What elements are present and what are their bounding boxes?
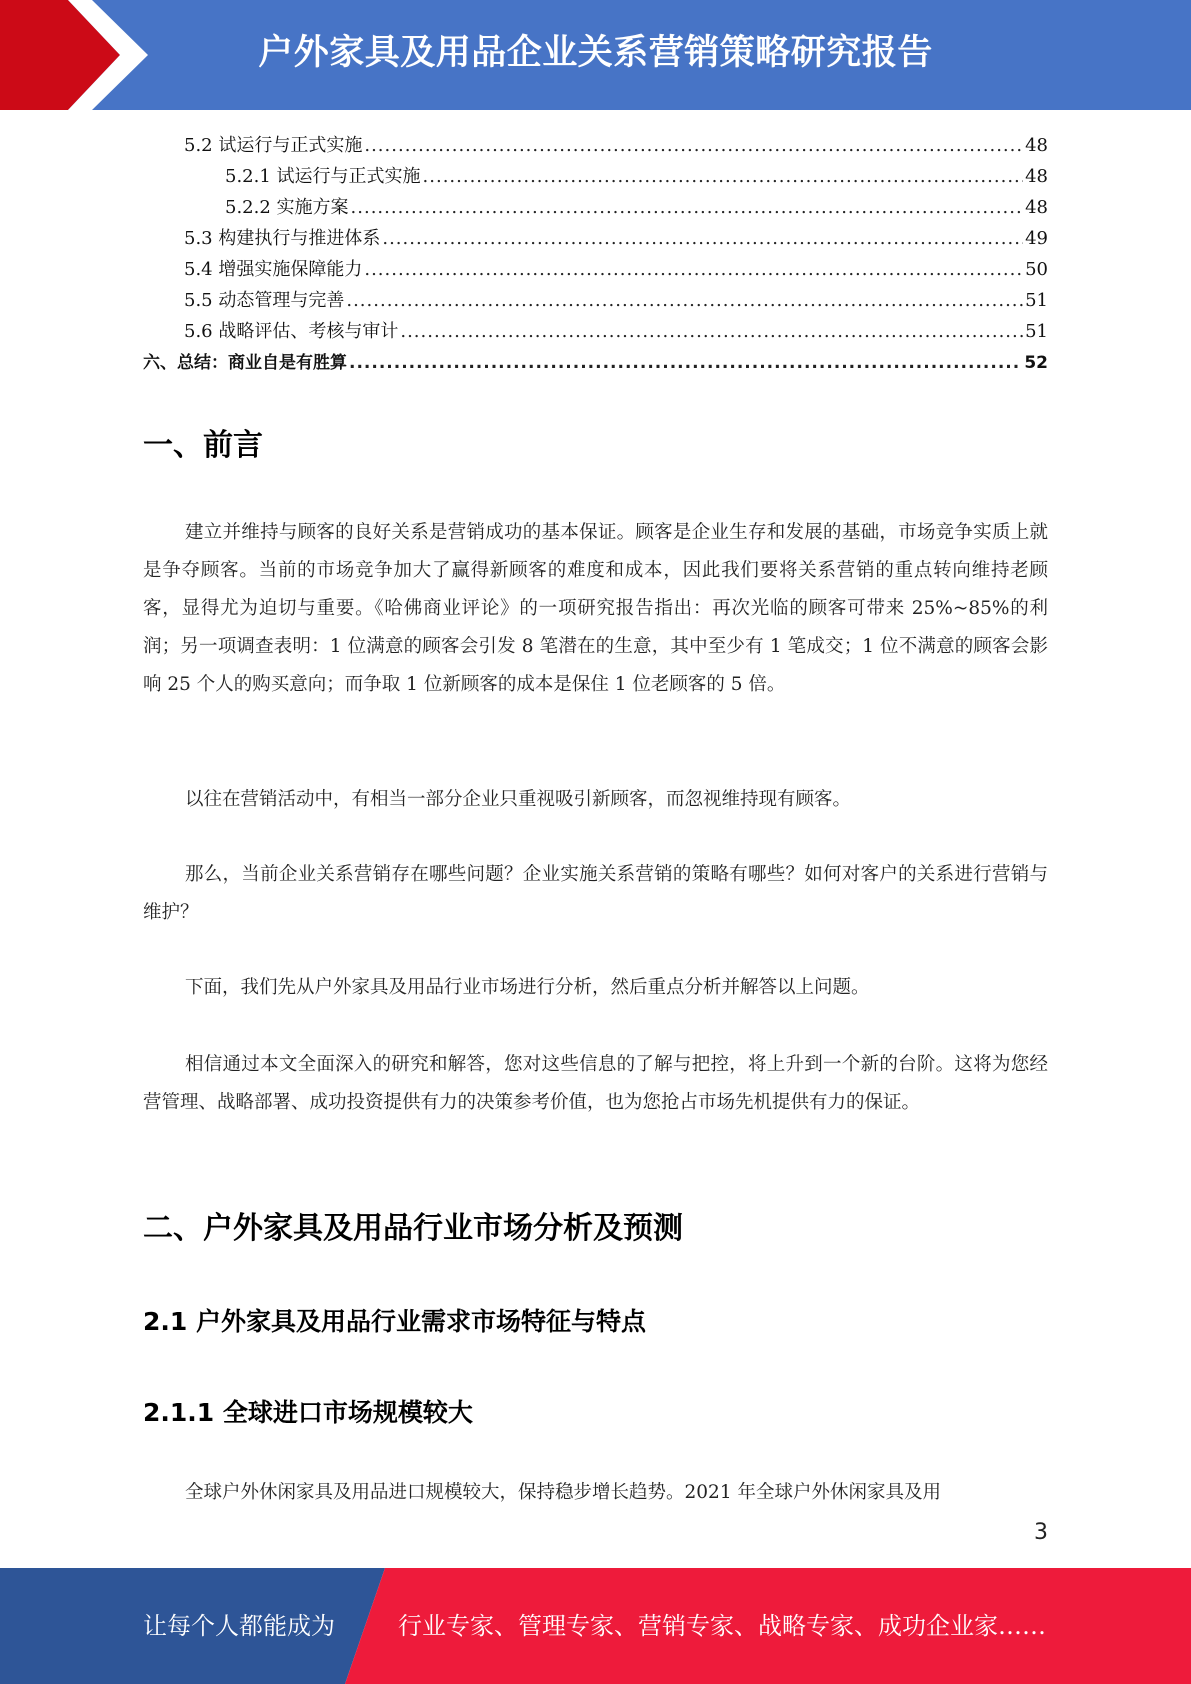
section-heading-market-analysis: 二、户外家具及用品行业市场分析及预测 <box>143 1211 683 1246</box>
toc-entry-title: 5.2.1 试运行与正式实施 <box>225 166 421 187</box>
toc-entry[interactable] <box>143 193 1048 224</box>
toc-entry-title: 5.6 战略评估、考核与审计 <box>184 321 399 342</box>
toc-dot-leader <box>382 228 1023 249</box>
toc-entry[interactable] <box>143 224 1048 255</box>
page-number: 3 <box>1034 1520 1048 1545</box>
preface-paragraph-1: 建立并维持与顾客的良好关系是营销成功的基本保证。顾客是企业生存和发展的基础，市场竞争实质上就是争夺顾客。当前的市场竞争加大了赢得新顾客的难度和成本，因此我们要将关系营销的重点转向维持老顾客，显得尤为迫切与重要。《哈佛商业评论》的一项研究报告指出：再次光临的顾客可带来 25%~85%的利润；另一项调查表明：1 位满意的顾客会引发 8 笔潜在的生意，其中至少有 1 笔成交；1 位不满意的顾客会影响 25 个人的购买意向；而争取 1 位新顾客的成本是保住 1 位老顾客的 5 倍。 <box>143 522 1048 695</box>
toc-dot-leader <box>349 353 1022 373</box>
document-title-text: 户外家具及用品企业关系营销策略研究报告 <box>258 33 933 73</box>
toc-entry-page: 50 <box>1025 259 1048 280</box>
toc-entry-page: 52 <box>1024 353 1048 373</box>
toc-dot-leader <box>364 135 1023 156</box>
subsection-heading-2-1-1: 2.1.1 全球进口市场规模较大 <box>143 1398 473 1427</box>
preface-paragraph-4: 下面，我们先从户外家具及用品行业市场进行分析，然后重点分析并解答以上问题。 <box>185 977 870 998</box>
footer-banner <box>0 1568 1191 1684</box>
footer-slogan-right: 行业专家、管理专家、营销专家、战略专家、成功企业家…… <box>398 1612 1046 1640</box>
market-paragraph: 全球户外休闲家具及用品进口规模较大，保持稳步增长趋势。2021 年全球户外休闲家具及用 <box>185 1482 941 1503</box>
toc-entry-page: 51 <box>1025 321 1048 342</box>
toc-entry-title: 六、总结：商业自是有胜算 <box>143 353 347 373</box>
subsection-heading-2-1: 2.1 户外家具及用品行业需求市场特征与特点 <box>143 1307 646 1336</box>
preface-paragraph-3: 那么，当前企业关系营销存在哪些问题？企业实施关系营销的策略有哪些？如何对客户的关系进行营销与维护？ <box>143 864 1048 923</box>
toc-entry[interactable] <box>143 348 1048 379</box>
toc-entry-page: 48 <box>1025 197 1048 218</box>
toc-entry-page: 48 <box>1025 135 1048 156</box>
header-arrow-decoration <box>0 0 160 110</box>
toc-entry-title: 5.2.2 实施方案 <box>225 197 349 218</box>
toc-entry[interactable] <box>143 286 1048 317</box>
toc-dot-leader <box>351 197 1024 218</box>
toc-entry[interactable] <box>143 317 1048 348</box>
toc-entry-page: 48 <box>1025 166 1048 187</box>
preface-paragraph-2: 以往在营销活动中，有相当一部分企业只重视吸引新顾客，而忽视维持现有顾客。 <box>185 789 852 810</box>
toc-entry-title: 5.5 动态管理与完善 <box>184 290 345 311</box>
toc-entry-title: 5.3 构建执行与推进体系 <box>184 228 381 249</box>
footer-slogan-left: 让每个人都能成为 <box>143 1612 335 1640</box>
toc-entry-title: 5.2 试运行与正式实施 <box>184 135 363 156</box>
toc-dot-leader <box>400 321 1023 342</box>
toc-entry-title: 5.4 增强实施保障能力 <box>184 259 363 280</box>
toc-entry-page: 51 <box>1025 290 1048 311</box>
toc-entry[interactable] <box>143 255 1048 286</box>
document-title <box>200 0 1191 110</box>
table-of-contents <box>143 131 1048 379</box>
toc-dot-leader <box>346 290 1023 311</box>
toc-dot-leader <box>364 259 1023 280</box>
toc-entry[interactable] <box>143 162 1048 193</box>
section-heading-preface: 一、前言 <box>143 428 263 463</box>
toc-dot-leader <box>423 166 1024 187</box>
toc-entry[interactable] <box>143 131 1048 162</box>
preface-paragraph-5: 相信通过本文全面深入的研究和解答，您对这些信息的了解与把控，将上升到一个新的台阶。这将为您经营管理、战略部署、成功投资提供有力的决策参考价值，也为您抢占市场先机提供有力的保证。 <box>143 1054 1048 1113</box>
toc-entry-page: 49 <box>1025 228 1048 249</box>
